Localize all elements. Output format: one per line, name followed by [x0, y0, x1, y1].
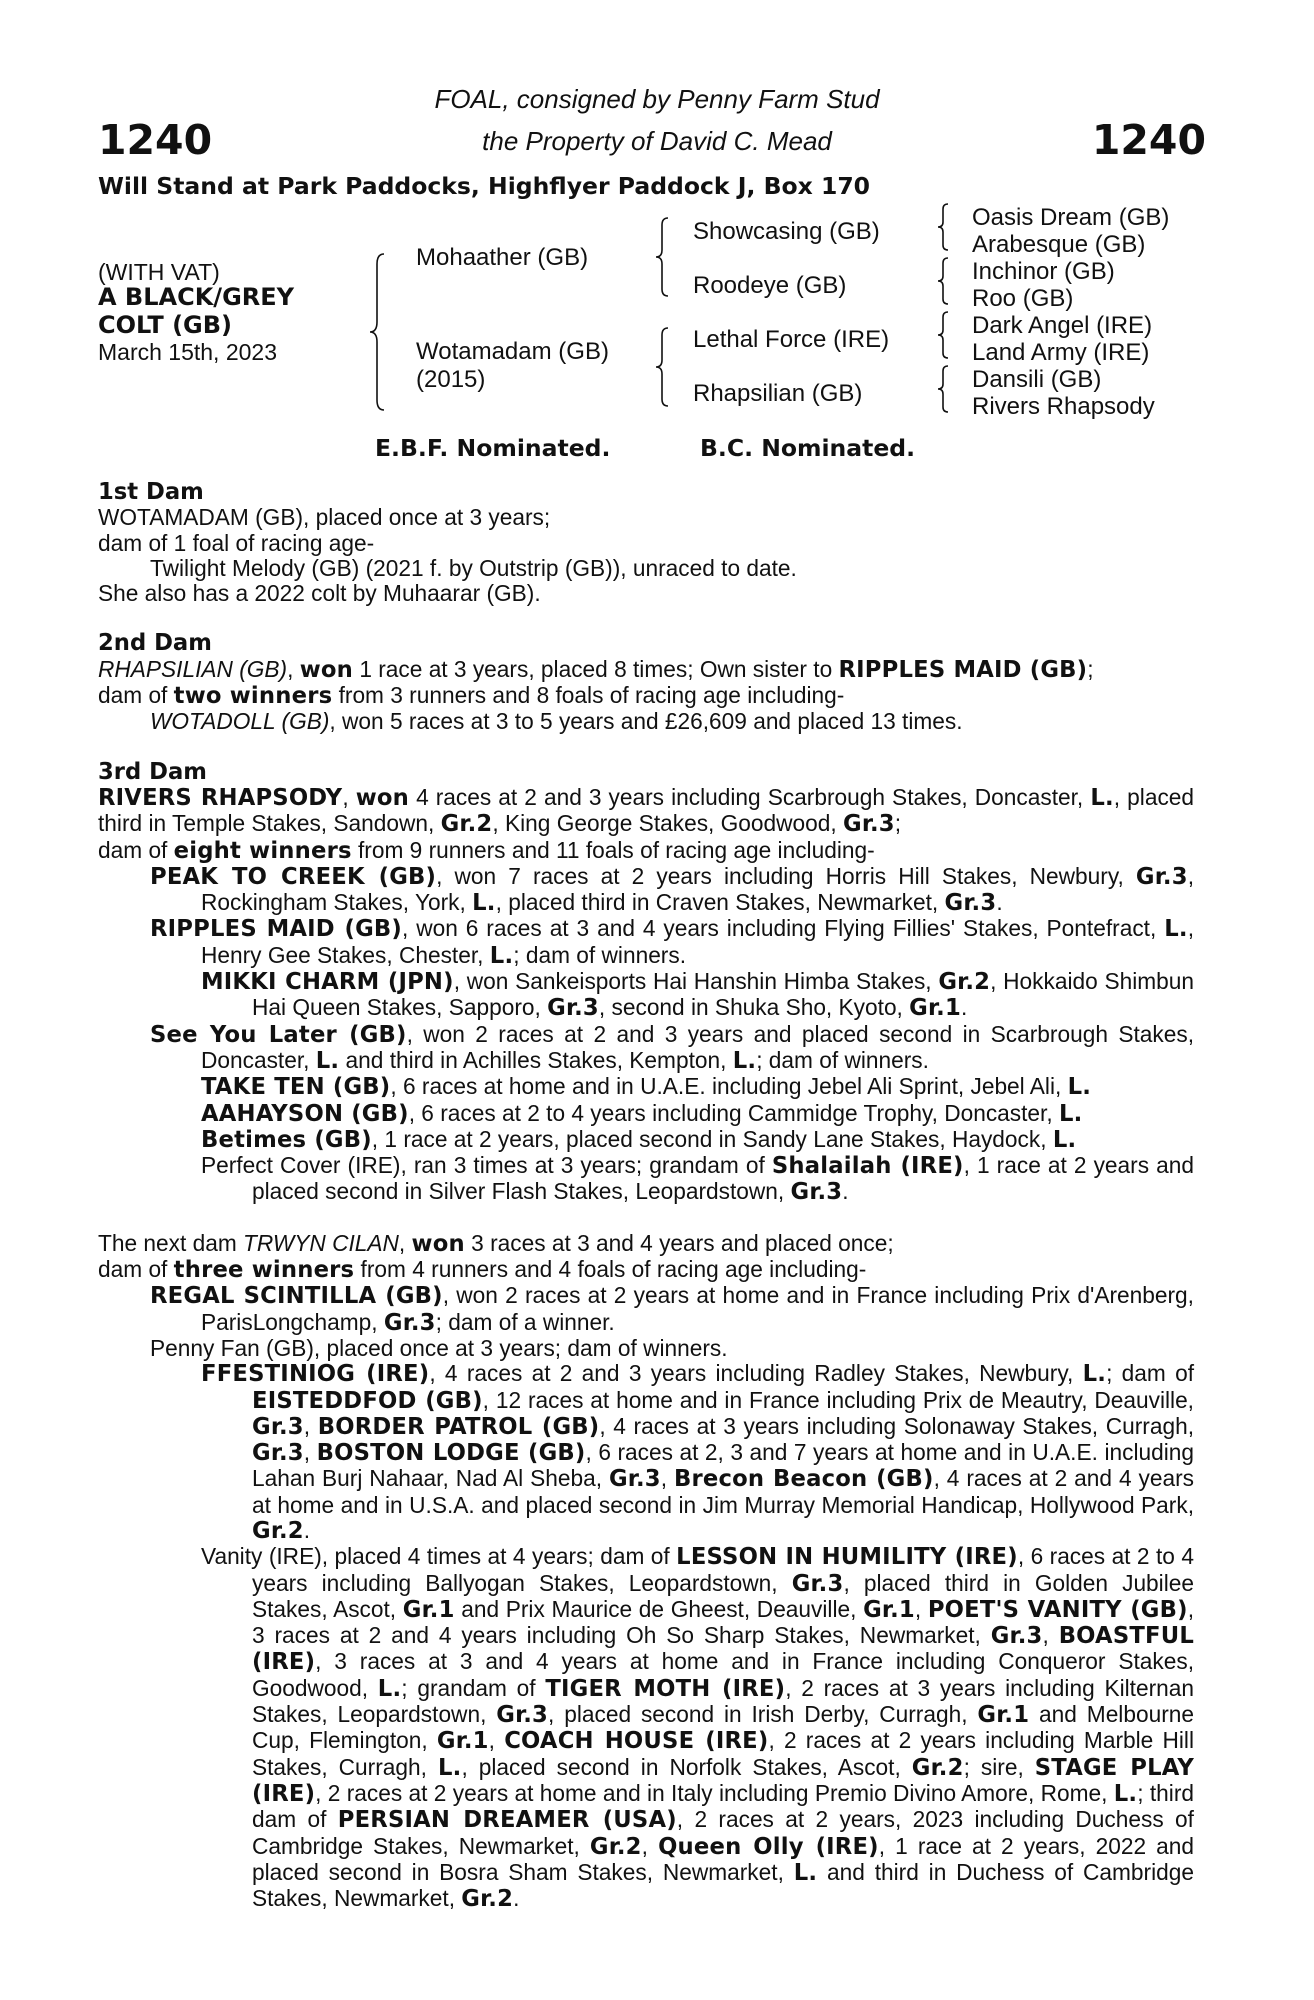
text-run: , [641, 1832, 659, 1859]
horse-description-line-2: COLT (GB) [98, 311, 232, 339]
pedigree-sire: Mohaather (GB) [416, 244, 589, 271]
first-dam-produce: Twilight Melody (GB) (2021 f. by Outstrip (GB)), unraced to date. [150, 554, 797, 581]
bold-name: L. [1164, 916, 1188, 943]
text-run: , won 2 races at 2 years at home and in France including Prix d'Arenberg, ParisLongchamp, [201, 1282, 1194, 1335]
bold-name: Gr.3 [252, 1413, 304, 1440]
text-run: , 1 race at 2 years, 2022 and placed second in Bosra Sham Stakes, Newmarket, [252, 1832, 1194, 1885]
bold-name: Gr.3 [790, 1179, 843, 1206]
bold-name: Gr.3 [944, 890, 997, 917]
text-run: , won Sankeisports Hai Hanshin Himba Stakes, [453, 968, 939, 995]
third-dam-heading: 3rd Dam [98, 758, 207, 785]
bold-name: MIKKI CHARM (JPN) [201, 969, 454, 996]
pedigree-paragraph [98, 969, 1194, 1022]
text-run: , won 2 races at 2 and 3 years and placed second in Scarbrough Stakes, Doncaster, [201, 1020, 1194, 1073]
text-run: , 2 races at 3 years including Kilternan Stakes, Leopardstown, [252, 1674, 1194, 1728]
bold-name: L. [1052, 1126, 1077, 1153]
pedigree-paragraph [98, 1022, 1194, 1075]
bold-name: RIPPLES MAID (GB) [150, 916, 402, 943]
bold-name: Gr.3 [608, 1466, 661, 1493]
text-run: dam of [98, 836, 174, 863]
bold-name: Brecon Beacon (GB) [674, 1466, 934, 1493]
text-run: 4 races at 2 and 3 years including Scarbrough Stakes, Doncaster, [409, 783, 1091, 810]
text-run: , placed second in Irish Derby, Curragh, [548, 1701, 978, 1728]
text-run: , placed second in Norfolk Stakes, Ascot, [461, 1753, 912, 1780]
bold-name: TIGER MOTH (IRE) [545, 1675, 786, 1702]
stand-location: Will Stand at Park Paddocks, Highflyer Paddock J, Box 170 [98, 172, 871, 200]
bold-name: L. [1058, 1100, 1083, 1127]
text-run: , [660, 1465, 674, 1492]
text-run: ; dam of winners. [513, 941, 687, 968]
next-dam-section [98, 1231, 1194, 1913]
text-run: , 2 races at 2 years, 2023 including Duchess of Cambridge Stakes, Newmarket, [252, 1806, 1194, 1859]
pedigree-paragraph [98, 1336, 1194, 1361]
text-run: , 3 races at 2 and 4 years including Oh So Sharp Stakes, Newmarket, [252, 1595, 1194, 1649]
text-run: , 2 races at 2 years at home and in Italy including Premio Divino Amore, Rome, [315, 1779, 1114, 1806]
bold-name: L. [377, 1675, 402, 1702]
text-run: from 3 runners and 8 foals of racing age including- [332, 682, 845, 709]
text-run: , 6 races at home and in U.A.E. including Jebel Ali Sprint, Jebel Ali, [390, 1073, 1068, 1100]
text-run: and third in Duchess of Cambridge Stakes, Newmarket, [252, 1858, 1194, 1912]
text-run: , placed third in Temple Stakes, Sandown, [98, 783, 1195, 837]
pedigree-dam-year: (2015) [416, 366, 486, 393]
bold-name: FFESTINIOG (IRE) [201, 1361, 430, 1388]
text-run: , 3 races at 3 and 4 years at home and in France including Conqueror Stakes, Goodwood, [252, 1648, 1194, 1701]
bold-name: Gr.1 [402, 1596, 455, 1623]
pedigree-g3-3: Inchinor (GB) [972, 258, 1115, 285]
pedigree-paragraph [98, 1361, 1194, 1544]
text-run: , won 6 races at 3 and 4 years including Flying Fillies' Stakes, Pontefract, [401, 915, 1165, 942]
pedigree-brace-g3-4 [936, 364, 952, 414]
pedigree-brace-g3-3 [936, 310, 952, 360]
bold-name: L. [1067, 1074, 1092, 1101]
text-run: Penny Fan (GB), placed once at 3 years; dam of winners. [150, 1334, 728, 1361]
bold-name: Gr.1 [909, 995, 961, 1022]
bold-name: L. [489, 942, 514, 969]
text-run: , placed third in Golden Jubilee Stakes, Ascot, [252, 1569, 1194, 1622]
horse-description-line-1: A BLACK/GREY [98, 283, 295, 311]
bold-name: Gr.3 [547, 995, 599, 1022]
bold-name: STAGE PLAY (IRE) [252, 1754, 1194, 1807]
text-run: , placed third in Craven Stakes, Newmarket, [495, 889, 945, 916]
bold-name: EISTEDDFOD (GB) [252, 1387, 483, 1414]
text-run: ; third dam of [252, 1779, 1194, 1833]
bold-name: two winners [173, 683, 333, 710]
text-run: . [842, 1178, 849, 1205]
bold-name: Queen Olly (IRE) [658, 1833, 879, 1860]
text-run: , 4 races at 2 and 3 years including Radley Stakes, Newbury, [429, 1360, 1083, 1387]
pedigree-paragraph [98, 1153, 1194, 1206]
pedigree-paragraph [98, 1283, 1194, 1336]
pedigree-dam-sire: Lethal Force (IRE) [693, 326, 890, 353]
text-run: and Melbourne Cup, Flemington, [252, 1701, 1194, 1754]
text-run: 1 race at 3 years, placed 8 times; Own sister to [353, 655, 839, 682]
pedigree-paragraph [98, 1231, 1194, 1257]
bold-name: Gr.1 [977, 1702, 1030, 1729]
italic-name: RHAPSILIAN (GB) [98, 655, 288, 682]
bold-name: PERSIAN DREAMER (USA) [337, 1807, 677, 1834]
text-run: , won 7 races at 2 years including Horris Hill Stakes, Newbury, [436, 862, 1136, 889]
bold-name: BORDER PATROL (GB) [317, 1413, 600, 1440]
bold-name: See You Later (GB) [150, 1021, 407, 1048]
text-run: , 12 races at home and in France including Prix de Meautry, Deauville, [482, 1386, 1194, 1413]
bc-nomination: B.C. Nominated. [700, 434, 916, 462]
bold-name: RIVERS RHAPSODY [98, 784, 343, 811]
pedigree-paragraph [98, 1074, 1194, 1100]
lot-number-right: 1240 [1091, 116, 1206, 164]
text-run: from 9 runners and 11 foals of racing age including- [351, 836, 875, 863]
pedigree-dam: Wotamadam (GB) [416, 338, 609, 365]
bold-name: Betimes (GB) [201, 1126, 372, 1153]
pedigree-paragraph [98, 1544, 1194, 1912]
second-dam-para [98, 683, 1194, 709]
pedigree-paragraph [98, 1127, 1194, 1153]
bold-name: POET'S VANITY (GB) [927, 1596, 1188, 1623]
text-run: The next dam [98, 1229, 244, 1256]
text-run: ; dam of [1106, 1360, 1195, 1387]
text-run: ; [1087, 655, 1094, 682]
vat-note: (WITH VAT) [98, 259, 220, 285]
bold-name: Gr.3 [791, 1570, 844, 1597]
bold-name: L. [1090, 784, 1114, 811]
text-run: , [398, 1229, 412, 1256]
text-run: , 4 races at 3 years including Solonaway Stakes, Curragh, [599, 1412, 1194, 1439]
text-run: . [303, 1516, 311, 1543]
bold-name: LESSON IN HUMILITY (IRE) [676, 1544, 1018, 1571]
bold-name: won [299, 656, 354, 683]
foaling-date: March 15th, 2023 [98, 339, 278, 365]
pedigree-g3-7: Dansili (GB) [972, 366, 1102, 393]
second-dam-produce [98, 709, 1194, 734]
pedigree-paragraph [98, 1257, 1194, 1283]
text-run: , King George Stakes, Goodwood, [492, 810, 843, 837]
text-run: and third in Achilles Stakes, Kempton, [339, 1046, 733, 1073]
bold-name: Gr.1 [436, 1728, 489, 1755]
bold-name: L. [732, 1047, 757, 1074]
text-run: ; sire, [963, 1753, 1035, 1780]
catalogue-body [98, 480, 1194, 1912]
bold-name: Gr.3 [252, 1440, 304, 1467]
text-run: dam of [98, 682, 174, 709]
pedigree-g3-4: Roo (GB) [972, 285, 1074, 312]
bold-name: eight winners [173, 837, 352, 864]
bold-name: won [355, 784, 410, 811]
text-run: . [513, 1885, 520, 1912]
bold-name: Gr.3 [843, 811, 895, 838]
consignment-line-2: the Property of David C. Mead [482, 126, 832, 156]
pedigree-g3-1: Oasis Dream (GB) [972, 204, 1170, 231]
bold-name: L. [1082, 1361, 1107, 1388]
text-run: ; dam of winners. [756, 1046, 929, 1073]
text-run: , [914, 1595, 928, 1622]
text-run: 3 races at 3 and 4 years and placed once; [464, 1229, 894, 1256]
text-run: , Henry Gee Stakes, Chester, [201, 915, 1194, 968]
first-dam-line: dam of 1 foal of racing age- [98, 529, 375, 556]
bold-name: L. [437, 1754, 462, 1781]
second-dam-heading: 2nd Dam [98, 630, 212, 657]
pedigree-brace-main [368, 252, 388, 412]
text-run: and Prix Maurice de Gheest, Deauville, [454, 1595, 864, 1622]
text-run: , 4 races at 2 and 4 years at home and in U.S.A. and placed second in Jim Murray Memorial Handicap, Hollywood Park, [252, 1465, 1195, 1518]
pedigree-g3-6: Land Army (IRE) [972, 339, 1150, 366]
bold-name: L. [1113, 1780, 1138, 1807]
bold-name: L. [472, 890, 496, 917]
bold-name: L. [315, 1047, 340, 1074]
pedigree-g3-5: Dark Angel (IRE) [972, 312, 1153, 339]
text-run: , [303, 1439, 317, 1466]
bold-name: TAKE TEN (GB) [201, 1074, 391, 1101]
bold-name: Gr.3 [990, 1623, 1043, 1650]
bold-name: PEAK TO CREEK (GB) [150, 863, 437, 890]
pedigree-paragraph [98, 1101, 1194, 1127]
bold-name: Gr.2 [461, 1886, 514, 1913]
text-run: , second in Shuka Sho, Kyoto, [598, 994, 910, 1021]
text-run: , [342, 783, 356, 810]
text-run: , 2 races at 2 years including Marble Hill Stakes, Curragh, [252, 1727, 1194, 1780]
bold-name: Gr.3 [496, 1702, 549, 1729]
bold-name: AAHAYSON (GB) [201, 1100, 409, 1127]
text-run: Vanity (IRE), placed 4 times at 4 years; dam of [201, 1543, 677, 1570]
text-run: , Rockingham Stakes, York, [201, 862, 1194, 916]
ebf-nomination: E.B.F. Nominated. [375, 434, 611, 462]
text-run: , [303, 1412, 318, 1439]
text-run: , 1 race at 2 years, placed second in Sandy Lane Stakes, Haydock, [371, 1125, 1053, 1152]
italic-name: TRWYN CILAN [243, 1229, 399, 1256]
bold-name: Gr.1 [863, 1596, 915, 1623]
pedigree-paragraph [98, 785, 1194, 838]
bold-name: Gr.2 [252, 1517, 304, 1544]
bold-name: Gr.2 [589, 1833, 642, 1860]
text-run: , 1 race at 2 years and placed second in Silver Flash Stakes, Leopardstown, [252, 1152, 1195, 1205]
text-run: . [960, 994, 968, 1021]
text-run: , 6 races at 2 to 4 years including Ballyogan Stakes, Leopardstown, [252, 1543, 1194, 1596]
text-run: , won 5 races at 3 to 5 years and £26,609 and placed 13 times. [329, 708, 963, 735]
bold-name: Gr.3 [383, 1309, 436, 1336]
text-run: ; grandam of [401, 1674, 546, 1701]
text-run: . [996, 889, 1003, 916]
bold-name: BOSTON LODGE (GB) [316, 1440, 586, 1467]
bold-name: Gr.2 [911, 1754, 964, 1781]
italic-name: WOTADOLL (GB) [150, 708, 330, 735]
text-run: , Hokkaido Shimbun Hai Queen Stakes, Sapporo, [252, 968, 1194, 1021]
bold-name: BOASTFUL (IRE) [252, 1623, 1195, 1676]
pedigree-brace-sire [654, 216, 672, 298]
bold-name: COACH HOUSE (IRE) [504, 1728, 769, 1755]
bold-name: won [411, 1230, 465, 1257]
pedigree-g3-8: Rivers Rhapsody [972, 393, 1155, 420]
text-run: , [488, 1727, 505, 1754]
bold-name: L. [793, 1859, 818, 1886]
bold-name: RIPPLES MAID (GB) [838, 656, 1088, 683]
text-run: , [1042, 1622, 1059, 1649]
bold-name: Gr.2 [938, 969, 991, 996]
text-run: , 6 races at 2, 3 and 7 years at home and in U.A.E. including Lahan Burj Nahaar, Nad Al Sheba, [252, 1439, 1195, 1492]
consignment-line-1: FOAL, consigned by Penny Farm Stud [434, 84, 880, 114]
pedigree-brace-g3-2 [936, 256, 952, 306]
pedigree-brace-dam [654, 326, 672, 408]
pedigree-dam-dam: Rhapsilian (GB) [693, 380, 863, 407]
pedigree-brace-g3-1 [936, 202, 952, 252]
text-run: Perfect Cover (IRE), ran 3 times at 3 years; grandam of [201, 1152, 772, 1179]
first-dam-line: WOTAMADAM (GB), placed once at 3 years; [98, 504, 551, 531]
bold-name: Shalailah (IRE) [771, 1153, 964, 1180]
first-dam-heading: 1st Dam [98, 479, 204, 505]
pedigree-sire-dam: Roodeye (GB) [693, 272, 847, 299]
pedigree-paragraph [98, 864, 1194, 917]
pedigree-sire-sire: Showcasing (GB) [693, 218, 880, 245]
first-dam-line: She also has a 2022 colt by Muhaarar (GB). [98, 580, 541, 607]
third-dam-section [98, 785, 1194, 1206]
lot-number-left: 1240 [98, 116, 213, 164]
text-run: , [287, 655, 300, 682]
text-run: ; dam of a winner. [435, 1308, 615, 1335]
pedigree-paragraph [98, 916, 1194, 969]
text-run: dam of [98, 1256, 174, 1283]
bold-name: Gr.2 [440, 811, 493, 838]
text-run: from 4 runners and 4 foals of racing age including- [354, 1256, 867, 1283]
text-run: , 6 races at 2 to 4 years including Cammidge Trophy, Doncaster, [408, 1099, 1059, 1126]
bold-name: REGAL SCINTILLA (GB) [150, 1283, 443, 1310]
second-dam-para [98, 657, 1194, 683]
bold-name: three winners [173, 1257, 355, 1284]
bold-name: Gr.3 [1135, 863, 1188, 890]
pedigree-g3-2: Arabesque (GB) [972, 231, 1146, 258]
pedigree-paragraph [98, 838, 1194, 864]
text-run: ; [894, 810, 902, 837]
